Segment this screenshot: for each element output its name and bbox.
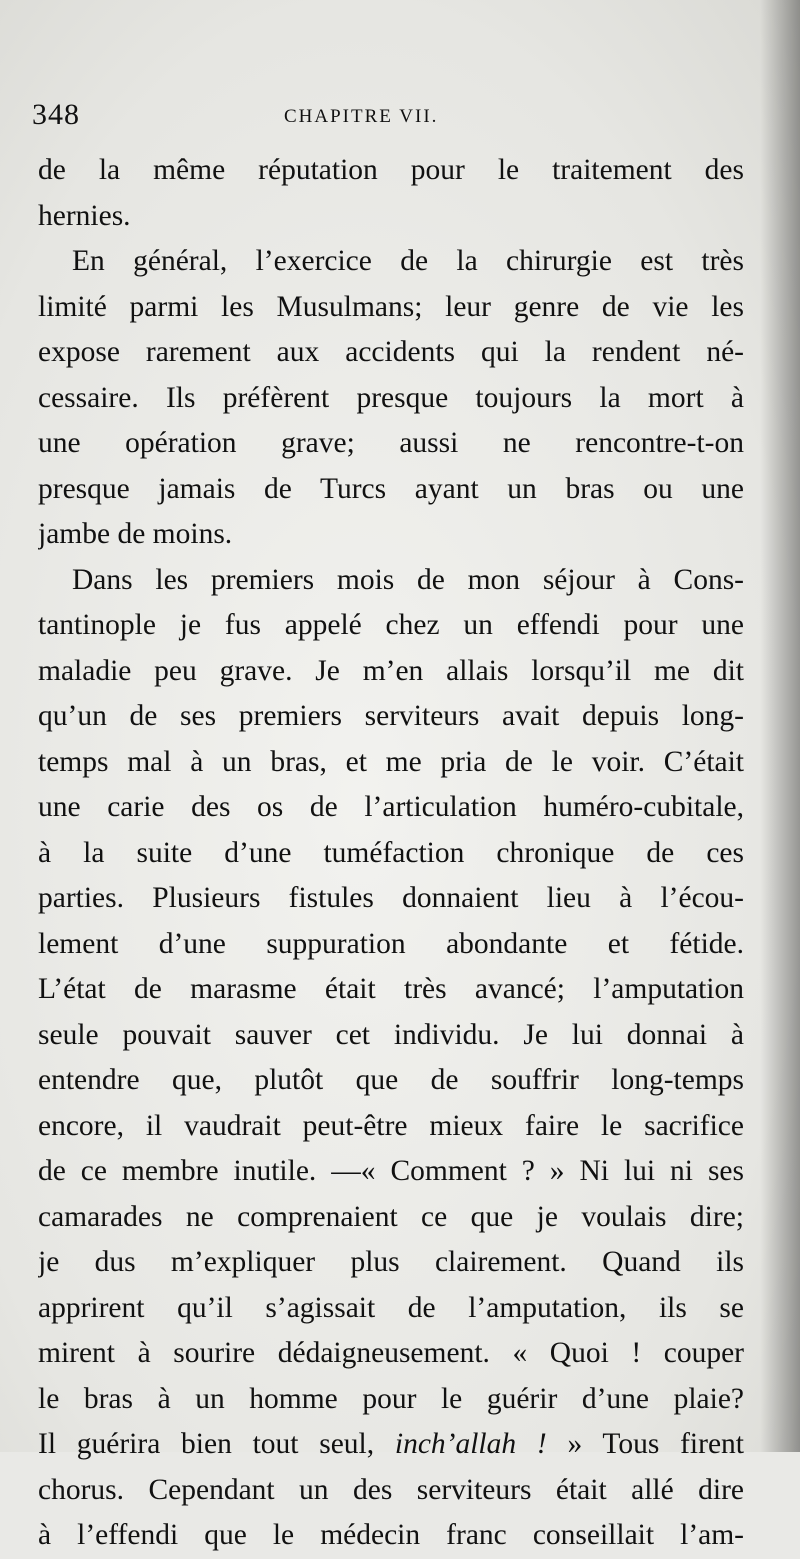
text-line: chorus. Cependant un des serviteurs était allé dire <box>38 1473 744 1506</box>
text-line: qu’un de ses premiers serviteurs avait depuis long- <box>38 700 744 732</box>
text-line: cessaire. Ils préfèrent presque toujours la mort à <box>38 381 744 414</box>
text-line: maladie peu grave. Je m’en allais lorsqu’il me dit <box>38 654 744 687</box>
page-number: 348 <box>32 98 80 131</box>
text-line: seule pouvait sauver cet individu. Je lui donnai à <box>38 1018 744 1051</box>
text-line: mirent à sourire dédaigneusement. « Quoi ! couper <box>38 1337 744 1369</box>
running-head: CHAPITRE VII. <box>284 106 439 127</box>
text-line: presque jamais de Turcs ayant un bras ou une <box>38 472 744 505</box>
text-line: lement d’une suppuration abondante et fétide. <box>38 927 744 960</box>
text-line: Dans les premiers mois de mon séjour à Cons- <box>72 563 744 596</box>
text-line: temps mal à un bras, et me pria de le voir. C’était <box>38 745 744 778</box>
text-line: entendre que, plutôt que de souffrir long-temps <box>38 1064 744 1096</box>
text-line: apprirent qu’il s’agissait de l’amputation, ils se <box>38 1291 744 1324</box>
text-line-inch-allah <box>38 1422 744 1468</box>
text-line: à la suite d’une tuméfaction chronique de ces <box>38 836 744 869</box>
text-line: de la même réputation pour le traitement des <box>38 154 744 186</box>
text-line: à l’effendi que le médecin franc conseillait l’am- <box>38 1519 744 1551</box>
text-line: de ce membre inutile. —« Comment ? » Ni lui ni ses <box>38 1155 744 1187</box>
text-line: camarades ne comprenaient ce que je voulais dire; <box>38 1200 744 1233</box>
text-line: une opération grave; aussi ne rencontre-t-on <box>38 427 744 459</box>
text-line: je dus m’expliquer plus clairement. Quand ils <box>38 1246 744 1278</box>
text-line: encore, il vaudrait peut-être mieux faire le sacrifice <box>38 1109 744 1142</box>
text-line: En général, l’exercice de la chirurgie est très <box>72 245 744 277</box>
page-gutter-shadow <box>760 0 800 1452</box>
text-line: jambe de moins. <box>38 518 233 550</box>
text-line: une carie des os de l’articulation huméro-cubitale, <box>38 791 744 823</box>
text-fragment: » Tous firent <box>567 1428 744 1460</box>
italic-phrase: inch’allah ! <box>394 1428 547 1460</box>
body-text <box>38 148 744 1559</box>
text-line: L’état de marasme était très avancé; l’amputation <box>38 973 744 1005</box>
text-line: parties. Plusieurs fistules donnaient lieu à l’écou- <box>38 882 744 914</box>
text-line: tantinople je fus appelé chez un effendi pour une <box>38 609 744 641</box>
text-fragment: Il guérira bien tout seul, <box>38 1428 375 1460</box>
text-line: hernies. <box>38 199 131 232</box>
text-line: expose rarement aux accidents qui la rendent né- <box>38 336 744 368</box>
page-header <box>0 98 800 138</box>
text-line: le bras à un homme pour le guérir d’une plaie? <box>38 1382 744 1415</box>
text-line: limité parmi les Musulmans; leur genre de vie les <box>38 290 744 323</box>
